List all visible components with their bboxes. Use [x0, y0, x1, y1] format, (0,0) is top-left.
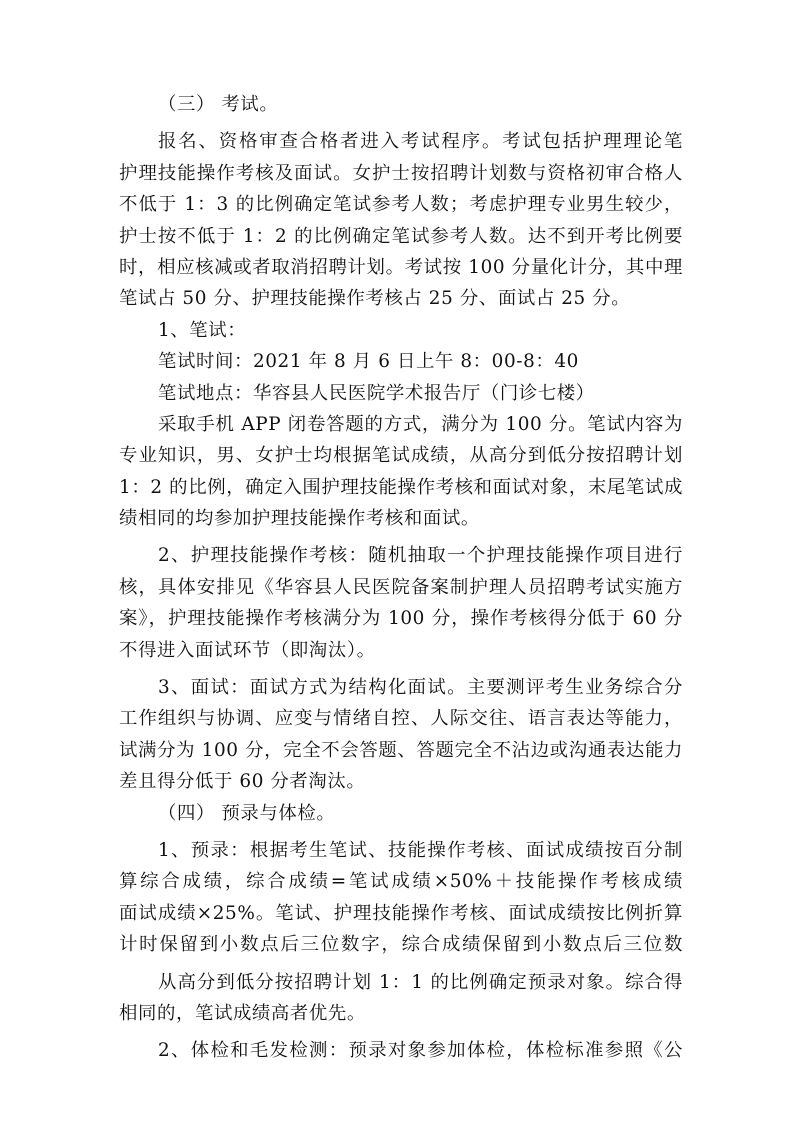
text-line: 差且得分低于 60 分者淘汰。 [119, 771, 366, 793]
text-line: 采取手机 APP 闭卷答题的方式，满分为 100 分。笔试内容为 [158, 413, 683, 435]
text-line: 护理技能操作考核及面试。女护士按招聘计划数与资格初审合格人 [119, 162, 683, 184]
text-line: 护士按不低于 1：2 的比例确定笔试参考人数。达不到开考比例要 [119, 225, 683, 247]
text-line: 核，具体安排见《华容县人民医院备案制护理人员招聘考试实施方 [119, 576, 683, 598]
text-line: 专业知识，男、女护士均根据笔试成绩，从高分到低分按招聘计划 [119, 445, 683, 467]
text-line: 2、体检和毛发检测：预录对象参加体检，体检标准参照《公 [158, 1040, 683, 1062]
text-line: 1、预录：根据考生笔试、技能操作考核、面试成绩按百分制 [158, 839, 683, 861]
text-line: 1：2 的比例，确定入围护理技能操作考核和面试对象，末尾笔试成 [119, 476, 683, 498]
text-line: 面试成绩×25%。笔试、护理技能操作考核、面试成绩按比例折算 [119, 902, 683, 924]
text-line: 不得进入面试环节（即淘汰）。 [119, 639, 376, 661]
text-line: 相同的，笔试成绩高者优先。 [119, 1002, 366, 1024]
text-line: （四） 预录与体检。 [158, 802, 336, 824]
text-line: 算综合成绩，综合成绩=笔试成绩×50%＋技能操作考核成绩 [119, 871, 683, 893]
text-line: 绩相同的均参加护理技能操作考核和面试。 [119, 508, 480, 530]
text-line: 时，相应核减或者取消招聘计划。考试按 100 分量化计分，其中理 [119, 256, 683, 278]
text-line: （三） 考试。 [158, 94, 279, 115]
text-line: 从高分到低分按招聘计划 1：1 的比例确定预录对象。综合得 [158, 971, 683, 993]
text-line: 笔试占 50 分、护理技能操作考核占 25 分、面试占 25 分。 [119, 288, 631, 310]
text-line: 2、护理技能操作考核：随机抽取一个护理技能操作项目进行 [158, 545, 683, 567]
text-line: 工作组织与协调、应变与情绪自控、人际交往、语言表达等能力， [119, 708, 683, 730]
text-line: 笔试时间：2021 年 8 月 6 日上午 8：00-8：40 [158, 351, 579, 373]
text-line: 笔试地点：华容县人民医院学术报告厅（门诊七楼） [158, 382, 595, 404]
text-line: 试满分为 100 分，完全不会答题、答题完全不沾边或沟通表达能力 [119, 739, 683, 761]
text-line: 1、笔试： [158, 319, 247, 341]
text-line: 计时保留到小数点后三位数字，综合成绩保留到小数点后三位数 [119, 934, 683, 956]
document-body [119, 89, 683, 1067]
text-line: 3、面试：面试方式为结构化面试。主要测评考生业务综合分 [158, 677, 683, 699]
text-line: 案》，护理技能操作考核满分为 100 分，操作考核得分低于 60 分 [119, 608, 683, 630]
text-line: 报名、资格审查合格者进入考试程序。考试包括护理理论笔 [158, 131, 683, 153]
text-line: 不低于 1：3 的比例确定笔试参考人数；考虑护理专业男生较少， [119, 194, 683, 216]
